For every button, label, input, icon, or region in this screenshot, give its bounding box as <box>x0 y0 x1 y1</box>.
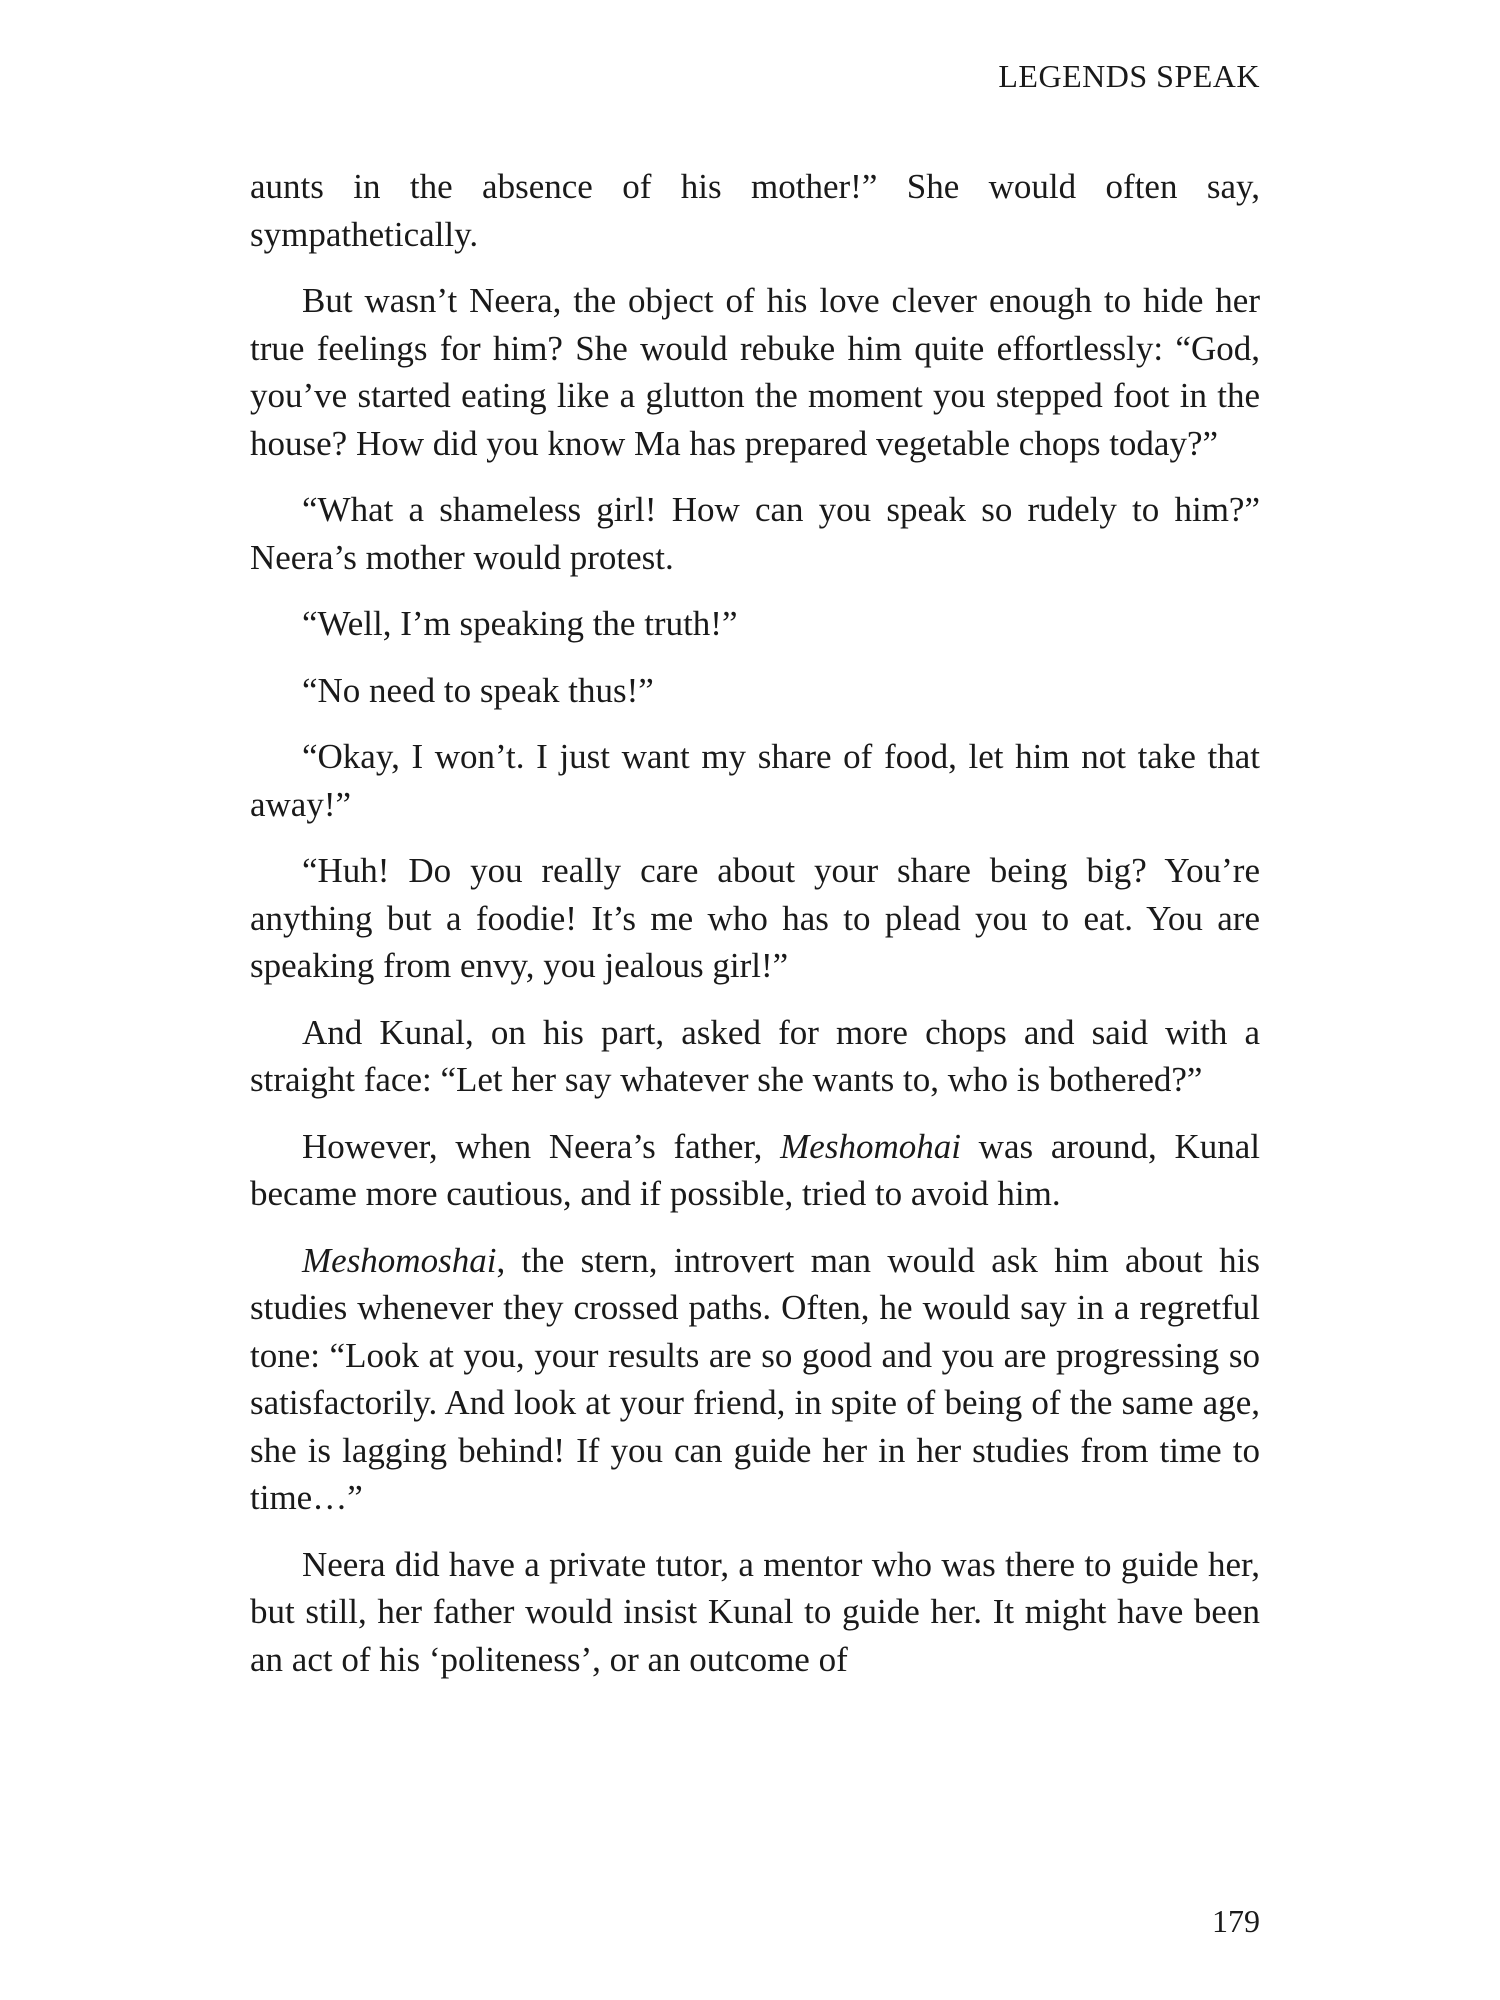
paragraph: “What a shameless girl! How can you speak so rudely to him?” Neera’s mother would protest. <box>250 490 1260 577</box>
paragraph: Neera did have a private tutor, a mentor who was there to guide her, but still, her father would insist Kunal to guide her. It might have been an act of his ‘politeness’, or an outcome of <box>250 1544 1260 1679</box>
paragraph <box>250 1237 1260 1522</box>
italic-term: Meshomoshai <box>302 1240 497 1280</box>
paragraph: “Huh! Do you really care about your share being big? You’re anything but a foodie! It’s me who has to plead you to eat. You are speaking from envy, you jealous girl!” <box>250 851 1260 985</box>
paragraph: “Well, I’m speaking the truth!” <box>302 604 738 643</box>
paragraph-text: was around, Kunal became more cautious, and if possible, tried to avoid him. <box>250 1126 1261 1213</box>
paragraph-text: However, when Neera’s father, <box>302 1126 781 1166</box>
paragraph <box>250 1123 1260 1218</box>
paragraph: “No need to speak thus!” <box>302 670 654 710</box>
paragraph-text: , the stern, introvert man would ask him about his studies whenever they crossed paths. Often, he would say in a regretful tone: “Look at you, your results are so good and you are progressing so satisfactorily. And look at your friend, in spite of being of the same age, she is lagging behind! If you can guide her in her studies from time to time…” <box>250 1240 1260 1517</box>
paragraph-continued: aunts in the absence of his mother!” She would often say, sympathetically. <box>250 167 1260 254</box>
paragraph: And Kunal, on his part, asked for more chops and said with a straight face: “Let her say whatever she wants to, who is bothered?” <box>250 1012 1260 1099</box>
body-text <box>250 163 1260 1702</box>
page-number: 179 <box>1212 1903 1260 1939</box>
italic-term: Meshomohai <box>780 1126 961 1166</box>
paragraph: “Okay, I won’t. I just want my share of food, let him not take that away!” <box>250 737 1260 824</box>
running-header: LEGENDS SPEAK <box>998 58 1260 94</box>
paragraph: But wasn’t Neera, the object of his love clever enough to hide her true feelings for him? She would rebuke him quite effortlessly: “God, you’ve started eating like a glutton the moment you stepped foot in the house? How did you know Ma has prepared vegetable chops today?” <box>250 281 1260 463</box>
